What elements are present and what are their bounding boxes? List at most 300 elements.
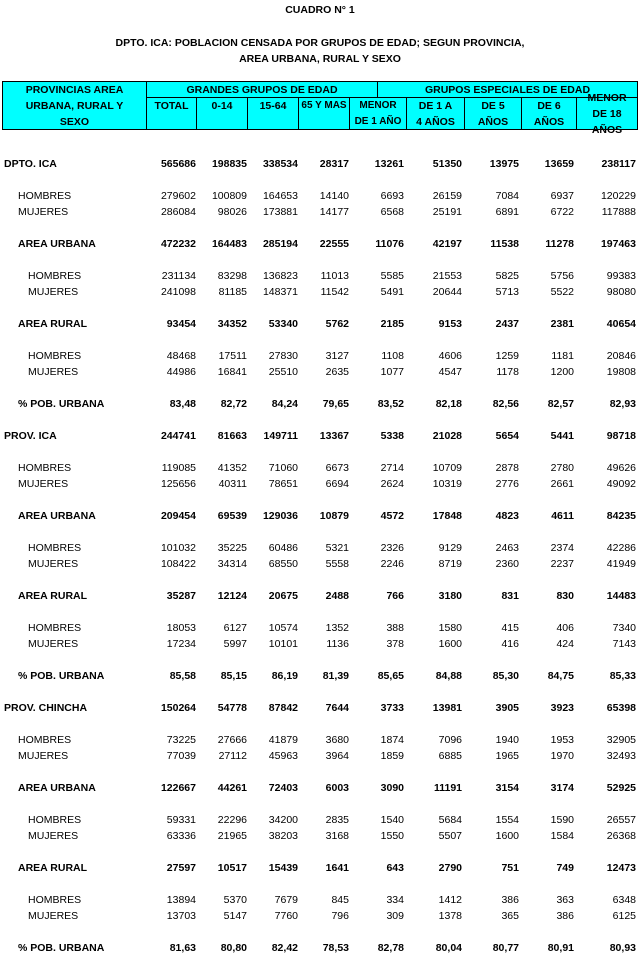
cell-value: 2780 — [550, 462, 574, 474]
cell-value: 5370 — [223, 894, 247, 906]
cell-value: 386 — [556, 910, 574, 922]
cell-value: 3154 — [495, 782, 519, 794]
cell-value: 363 — [556, 894, 574, 906]
cell-value: 14140 — [319, 190, 349, 202]
row-label: % POB. URBANA — [18, 398, 105, 410]
cell-value: 86,19 — [271, 670, 298, 682]
cell-value: 136823 — [262, 270, 298, 282]
cell-value: 59331 — [166, 814, 196, 826]
cell-value: 5997 — [223, 638, 247, 650]
cell-value: 415 — [501, 622, 519, 634]
cell-value: 10709 — [432, 462, 462, 474]
row-label: % POB. URBANA — [18, 942, 105, 954]
cell-value: 41949 — [606, 558, 636, 570]
cell-value: 1874 — [380, 734, 404, 746]
row-label: AREA RURAL — [18, 590, 88, 602]
cell-value: 3964 — [325, 750, 349, 762]
header-col-1-4: DE 1 A 4 AÑOS — [406, 97, 465, 130]
cell-value: 5825 — [495, 270, 519, 282]
cell-value: 14177 — [319, 206, 349, 218]
cell-value: 77039 — [166, 750, 196, 762]
cell-value: 20675 — [268, 590, 298, 602]
spacer-cell — [2, 764, 636, 780]
cell-value: 80,91 — [547, 942, 574, 954]
spacer-row — [2, 716, 636, 732]
cell-value: 4572 — [380, 510, 404, 522]
cell-value: 6885 — [438, 750, 462, 762]
cell-value: 119085 — [161, 462, 196, 474]
spacer-cell — [2, 300, 636, 316]
cell-value: 78651 — [268, 478, 298, 490]
cell-value: 424 — [556, 638, 574, 650]
spacer-row — [2, 444, 636, 460]
cell-value: 1077 — [380, 366, 404, 378]
cell-value: 309 — [386, 910, 404, 922]
spacer-row — [2, 524, 636, 540]
cell-value: 7143 — [612, 638, 636, 650]
cell-value: 68550 — [268, 558, 298, 570]
cell-value: 72403 — [268, 782, 298, 794]
cell-value: 20644 — [432, 286, 462, 298]
table-row — [2, 204, 636, 220]
cell-value: 5762 — [325, 318, 349, 330]
cell-value: 84,75 — [547, 670, 574, 682]
cell-value: 44986 — [166, 366, 196, 378]
spacer-cell — [2, 716, 636, 732]
cell-value: 82,56 — [492, 398, 519, 410]
cell-value: 85,58 — [169, 670, 196, 682]
cell-value: 6127 — [223, 622, 247, 634]
cell-value: 129036 — [262, 510, 298, 522]
spacer-cell — [2, 924, 636, 940]
cell-value: 15439 — [268, 862, 298, 874]
header-col-0-14: 0-14 — [196, 97, 248, 130]
cell-value: 49092 — [606, 478, 636, 490]
cell-value: 1550 — [380, 830, 404, 842]
cell-value: 18053 — [166, 622, 196, 634]
cell-value: 101032 — [160, 542, 196, 554]
table-row — [2, 364, 636, 380]
cell-value: 9129 — [438, 542, 462, 554]
cell-value: 2488 — [325, 590, 349, 602]
cell-value: 1200 — [550, 366, 574, 378]
cell-value: 82,18 — [435, 398, 462, 410]
spacer-row — [2, 876, 636, 892]
cell-value: 150264 — [160, 702, 196, 714]
row-label: HOMBRES — [18, 462, 72, 474]
header-row-label: PROVINCIAS AREA URBANA, RURAL Y SEXO — [2, 81, 147, 130]
row-label: AREA RURAL — [18, 862, 88, 874]
cell-value: 32493 — [606, 750, 636, 762]
cell-value: 2790 — [438, 862, 462, 874]
table-row — [2, 476, 636, 492]
cell-value: 5338 — [380, 430, 404, 442]
spacer-row — [2, 300, 636, 316]
row-label: PROV. ICA — [4, 430, 57, 442]
cell-value: 6722 — [550, 206, 574, 218]
cell-value: 25510 — [268, 366, 298, 378]
cell-value: 5713 — [495, 286, 519, 298]
cell-value: 14483 — [606, 590, 636, 602]
cell-value: 6003 — [325, 782, 349, 794]
spacer-row — [2, 172, 636, 188]
data-table — [2, 140, 636, 956]
spacer-row — [2, 684, 636, 700]
cell-value: 13894 — [166, 894, 196, 906]
cell-value: 148371 — [262, 286, 298, 298]
cell-value: 85,33 — [609, 670, 636, 682]
cell-value: 472232 — [160, 238, 196, 250]
header-group-grandes: GRANDES GRUPOS DE EDAD — [146, 81, 378, 98]
spacer-cell — [2, 172, 636, 188]
cell-value: 4611 — [551, 510, 574, 522]
cell-value: 34314 — [217, 558, 247, 570]
row-label: MUJERES — [28, 638, 79, 650]
cell-value: 98026 — [217, 206, 247, 218]
table-row — [2, 732, 636, 748]
cell-value: 28317 — [319, 158, 349, 170]
cell-value: 1352 — [325, 622, 349, 634]
spacer-row — [2, 764, 636, 780]
cell-value: 2624 — [380, 478, 404, 490]
spacer-cell — [2, 380, 636, 396]
cell-value: 2635 — [325, 366, 349, 378]
cell-value: 78,53 — [322, 942, 349, 954]
cell-value: 34200 — [268, 814, 298, 826]
cell-value: 388 — [386, 622, 404, 634]
cell-value: 6693 — [380, 190, 404, 202]
cell-value: 120229 — [600, 190, 636, 202]
cell-value: 11191 — [433, 782, 462, 794]
cell-value: 5558 — [325, 558, 349, 570]
spacer-row — [2, 924, 636, 940]
cell-value: 5684 — [438, 814, 462, 826]
cell-value: 10101 — [268, 638, 298, 650]
cell-value: 6694 — [325, 478, 349, 490]
cell-value: 2237 — [550, 558, 574, 570]
cell-value: 231134 — [161, 270, 196, 282]
cell-value: 19808 — [606, 366, 636, 378]
cell-value: 845 — [331, 894, 349, 906]
cell-value: 125656 — [160, 478, 196, 490]
header-col-65-mas: 65 Y MAS — [298, 97, 350, 130]
cell-value: 12124 — [217, 590, 247, 602]
spacer-cell — [2, 796, 636, 812]
table-row — [2, 428, 636, 444]
spacer-cell — [2, 652, 636, 668]
spacer-row — [2, 796, 636, 812]
cell-value: 41879 — [268, 734, 298, 746]
cell-value: 6568 — [380, 206, 404, 218]
cell-value: 81,39 — [322, 670, 349, 682]
row-label: AREA URBANA — [18, 782, 96, 794]
cell-value: 8719 — [438, 558, 462, 570]
table-title: CUADRO N° 1 — [285, 4, 355, 16]
row-label: DPTO. ICA — [4, 158, 57, 170]
cell-value: 9153 — [438, 318, 462, 330]
cell-value: 11013 — [320, 270, 349, 282]
cell-value: 830 — [556, 590, 574, 602]
cell-value: 53340 — [268, 318, 298, 330]
cell-value: 82,57 — [547, 398, 574, 410]
cell-value: 87842 — [268, 702, 298, 714]
row-label: MUJERES — [18, 206, 69, 218]
row-label: MUJERES — [28, 366, 79, 378]
cell-value: 79,65 — [322, 398, 349, 410]
cell-value: 80,77 — [492, 942, 519, 954]
cell-value: 17234 — [166, 638, 196, 650]
cell-value: 749 — [556, 862, 574, 874]
table-row — [2, 236, 636, 252]
cell-value: 7679 — [274, 894, 298, 906]
table-subtitle-line1: DPTO. ICA: POBLACION CENSADA POR GRUPOS DE EDAD; SEGUN PROVINCIA, — [115, 37, 525, 49]
cell-value: 82,93 — [609, 398, 636, 410]
cell-value: 1554 — [495, 814, 519, 826]
cell-value: 80,04 — [435, 942, 462, 954]
cell-value: 38203 — [268, 830, 298, 842]
table-row — [2, 396, 636, 412]
spacer-cell — [2, 844, 636, 860]
row-label: HOMBRES — [28, 894, 82, 906]
cell-value: 42197 — [432, 238, 462, 250]
cell-value: 6125 — [612, 910, 636, 922]
cell-value: 13659 — [544, 158, 574, 170]
cell-value: 10879 — [319, 510, 349, 522]
cell-value: 164653 — [262, 190, 298, 202]
cell-value: 1600 — [495, 830, 519, 842]
header-col-5: DE 5 AÑOS — [464, 97, 522, 130]
cell-value: 11076 — [375, 238, 404, 250]
cell-value: 7644 — [325, 702, 349, 714]
cell-value: 338534 — [262, 158, 298, 170]
row-label: HOMBRES — [28, 542, 82, 554]
cell-value: 149711 — [263, 430, 298, 442]
cell-value: 7096 — [438, 734, 462, 746]
spacer-row — [2, 252, 636, 268]
spacer-row — [2, 412, 636, 428]
cell-value: 2776 — [495, 478, 519, 490]
cell-value: 406 — [556, 622, 574, 634]
cell-value: 49626 — [606, 462, 636, 474]
cell-value: 85,65 — [377, 670, 404, 682]
table-row — [2, 348, 636, 364]
cell-value: 2374 — [550, 542, 574, 554]
cell-value: 21965 — [217, 830, 247, 842]
cell-value: 22555 — [319, 238, 349, 250]
cell-value: 1953 — [550, 734, 574, 746]
row-label: % POB. URBANA — [18, 670, 105, 682]
cell-value: 82,42 — [271, 942, 298, 954]
cell-value: 82,72 — [220, 398, 247, 410]
cell-value: 2835 — [325, 814, 349, 826]
spacer-cell — [2, 684, 636, 700]
cell-value: 7084 — [495, 190, 519, 202]
cell-value: 1590 — [550, 814, 574, 826]
table-row — [2, 460, 636, 476]
table-row — [2, 588, 636, 604]
cell-value: 81,63 — [169, 942, 196, 954]
cell-value: 20846 — [606, 350, 636, 362]
table-subtitle-line2: AREA URBANA, RURAL Y SEXO — [239, 53, 401, 65]
spacer-row — [2, 492, 636, 508]
cell-value: 81663 — [217, 430, 247, 442]
cell-value: 13261 — [374, 158, 404, 170]
row-label: MUJERES — [28, 286, 79, 298]
cell-value: 117888 — [601, 206, 636, 218]
cell-value: 197463 — [600, 238, 636, 250]
cell-value: 2463 — [495, 542, 519, 554]
cell-value: 5756 — [550, 270, 574, 282]
spacer-row — [2, 332, 636, 348]
cell-value: 42286 — [606, 542, 636, 554]
table-row — [2, 748, 636, 764]
cell-value: 565686 — [160, 158, 196, 170]
cell-value: 3127 — [325, 350, 349, 362]
cell-value: 2714 — [380, 462, 404, 474]
cell-value: 2326 — [380, 542, 404, 554]
cell-value: 10319 — [432, 478, 462, 490]
cell-value: 1108 — [381, 350, 404, 362]
cell-value: 40654 — [606, 318, 636, 330]
cell-value: 41352 — [217, 462, 247, 474]
cell-value: 386 — [501, 894, 519, 906]
cell-value: 84,88 — [435, 670, 462, 682]
cell-value: 108422 — [160, 558, 196, 570]
spacer-cell — [2, 524, 636, 540]
header-col-15-64: 15-64 — [247, 97, 299, 130]
cell-value: 21028 — [432, 430, 462, 442]
row-label: AREA RURAL — [18, 318, 88, 330]
cell-value: 69539 — [217, 510, 247, 522]
cell-value: 27112 — [218, 750, 247, 762]
table-row — [2, 860, 636, 876]
cell-value: 6673 — [325, 462, 349, 474]
row-label: MUJERES — [28, 910, 79, 922]
cell-value: 13703 — [166, 910, 196, 922]
table-row — [2, 892, 636, 908]
cell-value: 6891 — [495, 206, 519, 218]
cell-value: 1940 — [495, 734, 519, 746]
cell-value: 51350 — [432, 158, 462, 170]
cell-value: 85,15 — [220, 670, 247, 682]
row-label: HOMBRES — [28, 814, 82, 826]
header-group-especiales: GRUPOS ESPECIALES DE EDAD — [377, 81, 638, 98]
spacer-row — [2, 572, 636, 588]
cell-value: 48468 — [166, 350, 196, 362]
cell-value: 35287 — [166, 590, 196, 602]
cell-value: 286084 — [160, 206, 196, 218]
cell-value: 83,52 — [377, 398, 404, 410]
spacer-cell — [2, 572, 636, 588]
cell-value: 1540 — [380, 814, 404, 826]
cell-value: 3168 — [325, 830, 349, 842]
cell-value: 643 — [386, 862, 404, 874]
spacer-row — [2, 844, 636, 860]
spacer-row — [2, 652, 636, 668]
cell-value: 1580 — [438, 622, 462, 634]
cell-value: 65398 — [606, 702, 636, 714]
spacer-cell — [2, 220, 636, 236]
cell-value: 83298 — [217, 270, 247, 282]
cell-value: 40311 — [218, 478, 247, 490]
cell-value: 378 — [386, 638, 404, 650]
cell-value: 17848 — [432, 510, 462, 522]
cell-value: 1965 — [495, 750, 519, 762]
row-label: HOMBRES — [28, 350, 82, 362]
cell-value: 5441 — [550, 430, 574, 442]
cell-value: 4547 — [438, 366, 462, 378]
spacer-row — [2, 604, 636, 620]
cell-value: 27830 — [268, 350, 298, 362]
cell-value: 1970 — [550, 750, 574, 762]
cell-value: 4823 — [495, 510, 519, 522]
cell-value: 4606 — [438, 350, 462, 362]
cell-value: 1378 — [438, 910, 462, 922]
cell-value: 244741 — [160, 430, 196, 442]
cell-value: 3923 — [550, 702, 574, 714]
cell-value: 1600 — [438, 638, 462, 650]
cell-value: 238117 — [601, 158, 636, 170]
cell-value: 54778 — [217, 702, 247, 714]
cell-value: 3680 — [325, 734, 349, 746]
spacer-row — [2, 220, 636, 236]
cell-value: 2246 — [380, 558, 404, 570]
cell-value: 32905 — [606, 734, 636, 746]
cell-value: 35225 — [217, 542, 247, 554]
row-label: HOMBRES — [28, 622, 82, 634]
cell-value: 1859 — [380, 750, 404, 762]
cell-value: 334 — [386, 894, 404, 906]
cell-value: 98718 — [606, 430, 636, 442]
cell-value: 285194 — [262, 238, 298, 250]
spacer-row — [2, 140, 636, 156]
cell-value: 99383 — [606, 270, 636, 282]
cell-value: 22296 — [217, 814, 247, 826]
table-row — [2, 828, 636, 844]
cell-value: 73225 — [166, 734, 196, 746]
spacer-cell — [2, 444, 636, 460]
cell-value: 81185 — [218, 286, 247, 298]
cell-value: 82,78 — [377, 942, 404, 954]
cell-value: 85,30 — [492, 670, 519, 682]
cell-value: 2661 — [550, 478, 574, 490]
cell-value: 1181 — [551, 350, 574, 362]
cell-value: 5321 — [325, 542, 349, 554]
cell-value: 11538 — [490, 238, 519, 250]
row-label: MUJERES — [18, 750, 69, 762]
cell-value: 34352 — [217, 318, 247, 330]
cell-value: 13975 — [489, 158, 519, 170]
cell-value: 1136 — [326, 638, 349, 650]
cell-value: 365 — [501, 910, 519, 922]
table-row — [2, 780, 636, 796]
row-label: MUJERES — [28, 558, 79, 570]
cell-value: 83,48 — [169, 398, 196, 410]
cell-value: 98080 — [606, 286, 636, 298]
cell-value: 27597 — [166, 862, 196, 874]
header-col-menor-18: MENOR DE 18 AÑOS — [576, 97, 638, 130]
header-col-6: DE 6 AÑOS — [521, 97, 577, 130]
table-row — [2, 316, 636, 332]
cell-value: 1178 — [496, 366, 519, 378]
row-label: PROV. CHINCHA — [4, 702, 88, 714]
cell-value: 3174 — [550, 782, 574, 794]
cell-value: 3905 — [495, 702, 519, 714]
cell-value: 93454 — [166, 318, 196, 330]
cell-value: 10574 — [268, 622, 298, 634]
cell-value: 11278 — [545, 238, 574, 250]
cell-value: 44261 — [217, 782, 247, 794]
